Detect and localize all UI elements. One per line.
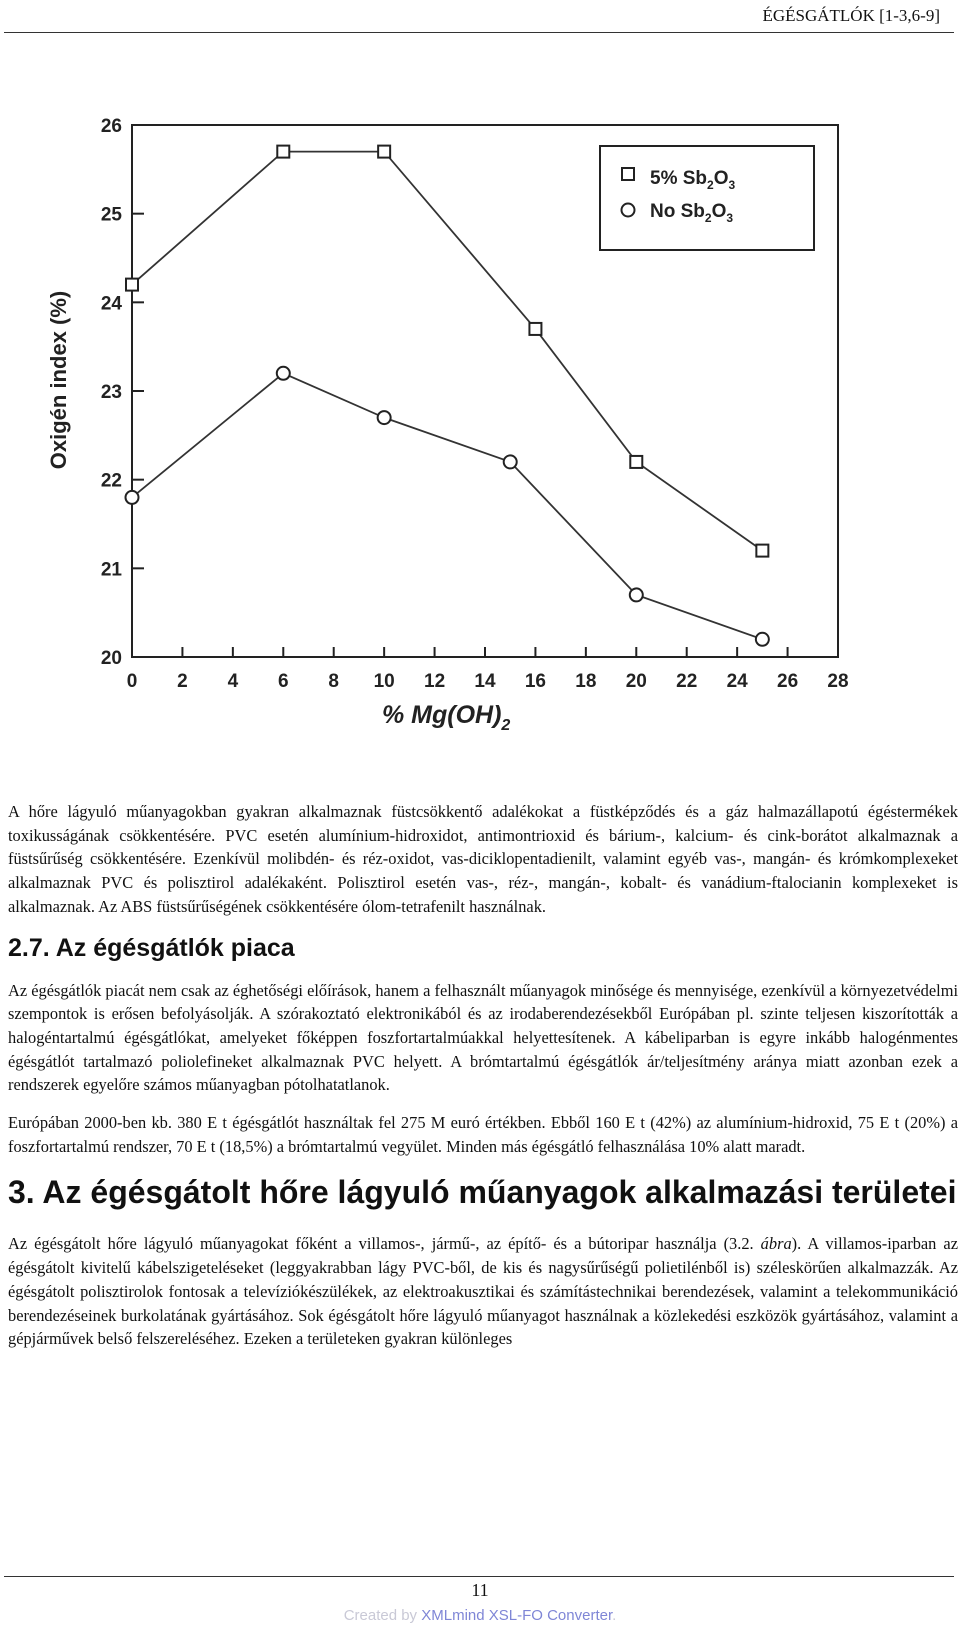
x-axis-label-main: % Mg(OH) (382, 701, 502, 729)
series-2-point-3 (504, 455, 517, 468)
y-tick-label-0: 20 (100, 648, 122, 669)
y-tick-label-5: 25 (100, 204, 122, 226)
header-rule (4, 32, 954, 33)
page-content (8, 800, 958, 1351)
series-2-point-4 (630, 588, 643, 601)
legend-box (600, 146, 814, 250)
x-tick-label-11: 22 (676, 671, 698, 692)
x-tick-label-6: 12 (424, 671, 446, 692)
x-tick-label-13: 26 (777, 671, 799, 692)
x-tick-label-4: 8 (328, 671, 340, 692)
series-2-point-5 (756, 633, 769, 646)
x-tick-label-9: 18 (575, 671, 597, 692)
series-1-point-3 (529, 323, 541, 335)
x-tick-label-1: 2 (177, 671, 188, 692)
paragraph-smoke-suppressants: A hőre lágyuló műanyagokban gyakran alkalmaznak füstcsökkentő adalékokat a füstképződés és a gáz halmazállapotú égéstermékek toxikusságának csökkentésére. PVC esetén alumínium-hidroxidot, antimontrioxid és bárium-, kalcium- és cink-borátot alkalmaznak a füstsűrűség csökkentésére. Ezenkívül molibdén- és réz-oxidot, vas-diciklopentadienilt, valamint egyéb vas-, mangán- és krómkomplexeket alkalmaznak PVC és polisztirol adalékaként. Polisztirol esetén vas-, réz-, mangán-, kobalt- és vanádium-ftalocianin komplexeket is alkalmaznak. Az ABS füstsűrűségének csökkentésére ólom-tetrafenilt használnak. (8, 802, 958, 916)
page-number: 11 (471, 1580, 489, 1600)
x-tick-label-5: 10 (373, 671, 395, 692)
section-heading-market: 2.7. Az égésgátlók piaca (8, 933, 295, 962)
x-axis-label-sub: 2 (501, 717, 511, 734)
legend (600, 146, 814, 250)
y-tick-label-3: 23 (100, 382, 122, 403)
paragraph-applications-rest: ). A villamos-iparban az égésgátolt kivitelű kábelszigeteléseket (leggyakrabban lágy PVC-ből, de kis és nagysűrűségű polietilénből is) széleskörűen alkalmazzák. Az égésgátolt polisztirolok fontosak a televíziókészülékek, az elektroakusztikai és számítástechnikai berendezések, valamint a telekommunikáció berendezéseinek burkolatának gyártásához. Sok égésgátolt hőre lágyuló műanyagot használnak a közlekedési eszközök gyártásához, valamint a gépjárművek belső felszereléséhez. Ezeken a területeken gyakran különleges (8, 1234, 958, 1349)
series-1-point-1 (277, 146, 289, 158)
series-2-line (132, 373, 762, 639)
series-2-point-1 (277, 367, 290, 380)
paragraph-applications (8, 1232, 958, 1351)
converter-note (0, 1607, 960, 1624)
series-1-point-5 (756, 545, 768, 557)
y-axis-label: Oxigén index (%) (46, 290, 71, 470)
y-tick-label-1: 21 (100, 559, 122, 581)
x-tick-label-0: 0 (126, 671, 138, 692)
series-1-point-0 (126, 279, 138, 291)
legend-label-series-1: 5% $Sb_2O_3$ (650, 168, 736, 192)
chapter-heading-applications: 3. Az égésgátolt hőre lágyuló műanyagok alkalmazási területei (8, 1174, 957, 1211)
x-tick-label-12: 24 (726, 671, 748, 692)
x-tick-label-10: 20 (625, 671, 647, 692)
oxygen-index-chart (10, 80, 890, 780)
x-tick-label-2: 4 (227, 671, 239, 692)
x-ticks (127, 647, 849, 692)
paragraph-applications-start: Az égésgátolt hőre lágyuló műanyagokat főként a villamos-, jármű-, az építő- és a bútoripar használja (3.2. (8, 1234, 761, 1254)
legend-label-series-2: No $Sb_2O_3$ (650, 201, 734, 225)
converter-brand-link[interactable]: XMLmind XSL-FO Converter (421, 1607, 613, 1624)
chart-svg (10, 80, 890, 780)
y-ticks (101, 116, 144, 669)
legend-square-marker (622, 168, 634, 180)
figure-reference-link[interactable]: ábra (760, 1234, 792, 1254)
footer-rule (4, 1576, 954, 1577)
x-tick-label-14: 28 (827, 671, 849, 692)
y-tick-label-6: 26 (100, 116, 122, 137)
paragraph-market: Az égésgátlók piacát nem csak az éghetőségi előírások, hanem a felhasznált műanyagok minősége és mennyisége, ezenkívül a környezetvédelmi szempontok is erősen befolyásolják. A szórakoztató elektronikából és az irodaberendezésekből Európában pl. szinte teljesen kiszorították a halogéntartalmú égésgátlókat, amelyeket főképpen foszfortartalmúakkal helyettesítenek. A kábeliparban is egyre inkább halogénmentes égésgátlót tartalmazó poliolefineket alkalmaznak PVC helyett. A brómtartalmú égésgátlók ár/teljesítmény aránya miatt azonban ezek a rendszerek egyelőre számos műanyagban pótolhatatlanok. (8, 980, 958, 1095)
series-2-point-2 (378, 411, 391, 424)
x-axis-label (382, 701, 510, 734)
converter-suffix: . (612, 1607, 617, 1624)
series-2-point-0 (126, 491, 139, 504)
y-tick-label-2: 22 (100, 470, 122, 492)
x-tick-label-7: 14 (474, 671, 496, 692)
converter-prefix: Created by (343, 1607, 422, 1624)
series-1-point-4 (630, 456, 642, 468)
x-tick-label-3: 6 (277, 671, 289, 692)
paragraph-europe-2000: Európában 2000-ben kb. 380 E t égésgátlót használtak fel 275 M euró értékben. Ebből 160 E t (42%) az alumínium-hidroxid, 75 E t (20%) a foszfortartalmú rendszer, 70 E t (18,5%) a brómtartalmú vegyület. Minden más égésgátló felhasználása 10% alatt maradt. (8, 1113, 958, 1156)
y-tick-label-4: 24 (100, 293, 122, 315)
legend-circle-marker (622, 204, 635, 217)
running-header: ÉGÉSGÁTLÓK [1-3,6-9] (762, 6, 940, 25)
x-tick-label-8: 16 (524, 671, 546, 692)
series-1-point-2 (378, 146, 390, 158)
